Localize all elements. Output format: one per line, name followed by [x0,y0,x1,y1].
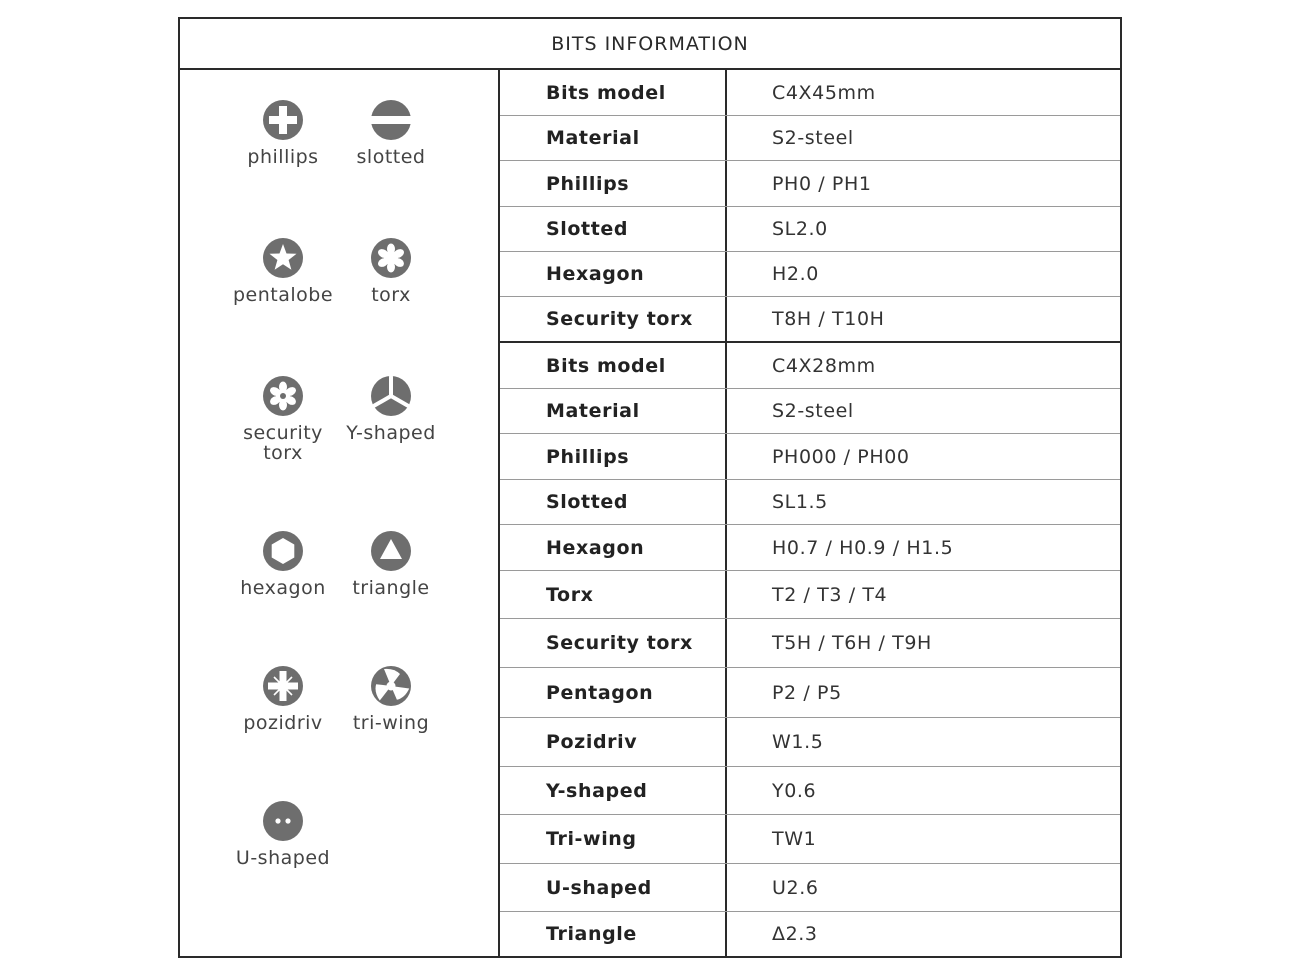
spec-value: W1.5 [772,731,824,753]
spec-name: Slotted [500,480,727,524]
slotted-icon [370,99,412,141]
spec-name: Hexagon [500,525,727,570]
spec-name: Material [500,116,727,160]
bit-type-label: hexagon [240,577,326,599]
spec-row [500,297,1120,343]
spec-name: Torx [500,571,727,618]
spec-row [500,389,1120,434]
spec-value: C4X28mm [772,354,876,377]
spec-value: T8H / T10H [772,308,885,330]
spec-name: Phillips [500,161,727,206]
bit-type-slotted [336,99,446,167]
spec-value: P2 / P5 [772,681,842,704]
spec-name: Security torx [500,297,727,341]
bit-type-label: phillips [247,146,319,168]
spec-value: T5H / T6H / T9H [772,632,932,654]
bit-type-pozidriv [228,665,338,733]
spec-name: Tri-wing [500,815,727,863]
bit-type-tri-wing [336,665,446,733]
spec-name: Material [500,389,727,433]
bit-type-label: slotted [356,146,426,168]
bits-information-table [178,17,1122,958]
bit-type-u-shaped [228,800,338,868]
spec-row [500,815,1120,864]
y-shaped-icon [370,375,412,417]
bit-type-y-shaped [336,375,446,443]
spec-row [500,252,1120,297]
bit-type-label: U-shaped [235,847,331,869]
bit-type-pentalobe [228,237,338,305]
spec-name: Bits model [500,343,727,388]
torx-icon [370,237,412,279]
spec-row [500,525,1120,571]
bit-type-label: Y-shaped [346,422,436,444]
phillips-icon [262,99,304,141]
spec-row [500,480,1120,525]
spec-row [500,571,1120,619]
spec-value: Δ2.3 [772,923,818,945]
bit-type-hexagon [228,530,338,598]
spec-value: PH0 / PH1 [772,172,872,195]
table-title: BITS INFORMATION [180,19,1120,70]
spec-name: U-shaped [500,864,727,911]
spec-row [500,70,1120,116]
spec-name: Hexagon [500,252,727,296]
spec-value: Y0.6 [772,779,817,802]
spec-row [500,912,1120,956]
spec-row [500,161,1120,207]
spec-value: U2.6 [772,876,819,899]
spec-value: C4X45mm [772,81,876,104]
bit-type-phillips [228,99,338,167]
spec-value: T2 / T3 / T4 [772,583,888,606]
pentalobe-icon [262,237,304,279]
spec-name: Pozidriv [500,718,727,766]
pozidriv-icon [262,665,304,707]
spec-row [500,767,1120,815]
spec-value: SL1.5 [772,491,828,513]
bit-type-security-torx [228,375,338,463]
triangle-icon [370,530,412,572]
spec-name: Security torx [500,619,727,667]
spec-value: PH000 / PH00 [772,445,910,468]
bit-type-label: pozidriv [243,712,323,734]
spec-row [500,718,1120,767]
spec-row [500,343,1120,389]
spec-name: Triangle [500,912,727,956]
u-shaped-icon [262,800,304,842]
spec-row [500,116,1120,161]
spec-row [500,864,1120,912]
bit-type-label: torx [371,284,411,306]
spec-value: SL2.0 [772,218,828,240]
bit-types-panel [180,70,500,956]
spec-row [500,668,1120,718]
spec-name: Pentagon [500,668,727,717]
tri-wing-icon [370,665,412,707]
spec-table [500,70,1120,956]
spec-value: S2-steel [772,400,854,422]
bit-type-torx [336,237,446,305]
spec-row [500,434,1120,480]
bit-type-label: security torx [243,422,323,464]
security-torx-icon [262,375,304,417]
spec-value: H2.0 [772,263,819,285]
spec-name: Y-shaped [500,767,727,814]
bit-type-label: pentalobe [232,284,334,306]
spec-row [500,207,1120,252]
bit-type-triangle [336,530,446,598]
spec-value: TW1 [772,828,817,850]
spec-name: Slotted [500,207,727,251]
spec-name: Phillips [500,434,727,479]
spec-value: S2-steel [772,127,854,149]
spec-row [500,619,1120,668]
spec-name: Bits model [500,70,727,115]
bit-type-label: tri-wing [352,712,430,734]
spec-value: H0.7 / H0.9 / H1.5 [772,536,954,559]
bit-type-label: triangle [352,577,430,599]
hexagon-icon [262,530,304,572]
